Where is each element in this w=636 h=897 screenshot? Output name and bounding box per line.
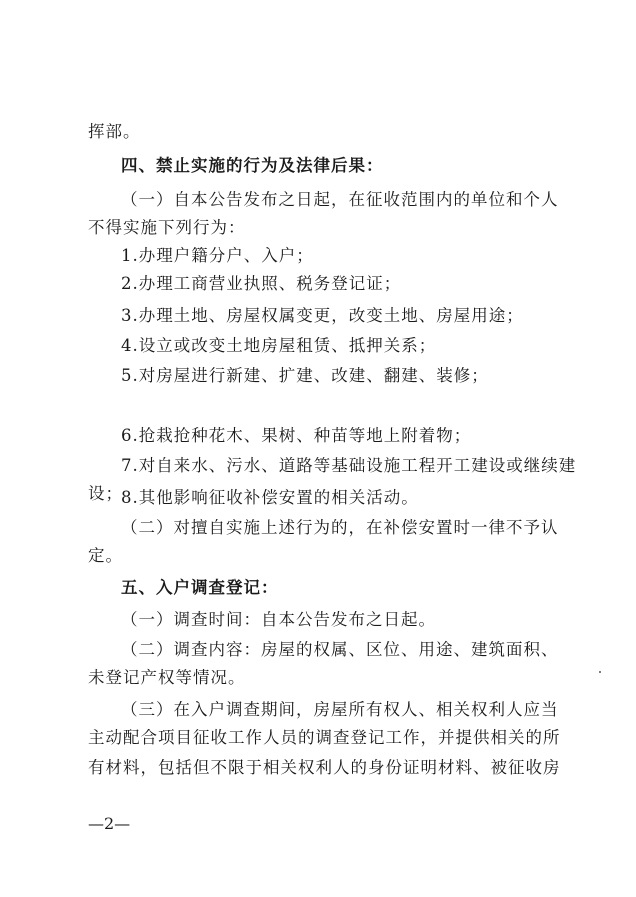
- body-text-line: 未登记产权等情况。: [88, 668, 246, 687]
- section-heading-5: 五、入户调查登记：: [121, 578, 279, 597]
- scan-speck: [599, 671, 601, 673]
- list-item: 2.办理工商营业执照、税务登记证；: [121, 274, 402, 293]
- body-text-line: 不得实施下列行为：: [88, 218, 246, 237]
- body-text-line: 定。: [88, 546, 123, 565]
- body-text-line: 有材料，包括但不限于相关权利人的身份证明材料、被征收房: [88, 758, 561, 777]
- list-item: 7.对自来水、污水、道路等基础设施工程开工建设或继续建: [121, 456, 577, 475]
- list-item: 5.对房屋进行新建、扩建、改建、翻建、装修；: [121, 366, 489, 385]
- list-item: 8.其他影响征收补偿安置的相关活动。: [121, 488, 419, 507]
- list-item: 3.办理土地、房屋权属变更，改变土地、房屋用途；: [121, 306, 524, 325]
- body-text-line: （一）调查时间：自本公告发布之日起。: [121, 610, 436, 629]
- list-item: 6.抢栽抢种花木、果树、种苗等地上附着物；: [121, 426, 472, 445]
- body-text-line: 主动配合项目征收工作人员的调查登记工作，并提供相关的所: [88, 728, 561, 747]
- body-text-line: （三）在入户调查期间，房屋所有权人、相关权利人应当: [121, 700, 559, 719]
- section-heading-4: 四、禁止实施的行为及法律后果：: [121, 156, 384, 175]
- body-text-line: （二）调查内容：房屋的权属、区位、用途、建筑面积、: [121, 640, 559, 659]
- body-text-line: （一）自本公告发布之日起，在征收范围内的单位和个人: [121, 190, 559, 209]
- body-text-line: 挥部。: [88, 122, 141, 141]
- list-item: 4.设立或改变土地房屋租赁、抵押关系；: [121, 336, 437, 355]
- body-text-line: 设；: [88, 484, 123, 503]
- page-number: —2—: [88, 814, 131, 833]
- body-text-line: （二）对擅自实施上述行为的，在补偿安置时一律不予认: [121, 518, 559, 537]
- list-item: 1.办理户籍分户、入户；: [121, 246, 314, 265]
